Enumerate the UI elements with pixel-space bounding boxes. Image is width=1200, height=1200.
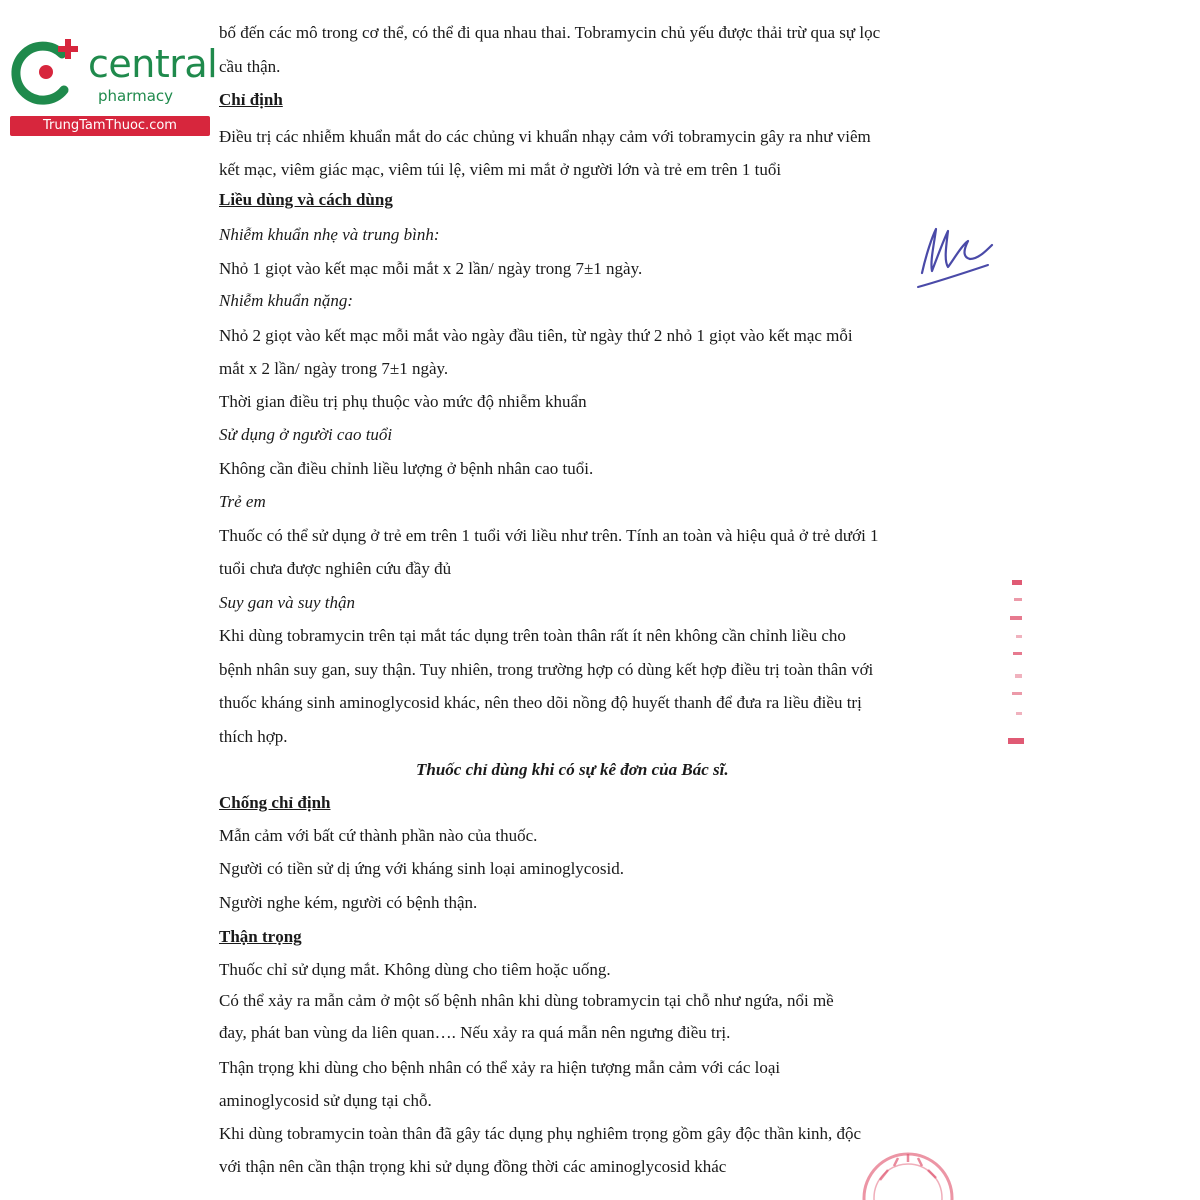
text-line: Nhỏ 2 giọt vào kết mạc mỗi mắt vào ngày đầu tiên, từ ngày thứ 2 nhỏ 1 giọt vào kết mạc mỗi	[219, 326, 853, 345]
text-line: kết mạc, viêm giác mạc, viêm túi lệ, viêm mi mắt ở người lớn và trẻ em trên 1 tuổi	[219, 160, 782, 179]
text-line: Có thể xảy ra mẫn cảm ở một số bệnh nhân khi dùng tobramycin tại chỗ như ngứa, nổi mề	[219, 991, 834, 1010]
logo-banner[interactable]: TrungTamThuoc.com	[10, 116, 210, 136]
text-line: aminoglycosid sử dụng tại chỗ.	[219, 1091, 432, 1110]
subheading: Nhiễm khuẩn nặng:	[219, 291, 354, 310]
text-line: Điều trị các nhiễm khuẩn mắt do các chủng vi khuẩn nhạy cảm với tobramycin gây ra như viêm	[219, 127, 871, 146]
text-line: Khi dùng tobramycin trên tại mắt tác dụng trên toàn thân rất ít nên không cần chỉnh liều cho	[219, 626, 846, 645]
text-line: Không cần điều chỉnh liều lượng ở bệnh nhân cao tuổi.	[219, 459, 594, 478]
text-line: với thận nên cần thận trọng khi sử dụng đồng thời các aminoglycosid khác	[219, 1157, 727, 1176]
text-line: Nhỏ 1 giọt vào kết mạc mỗi mắt x 2 lần/ ngày trong 7±1 ngày.	[219, 259, 643, 278]
section-heading-dosage: Liều dùng và cách dùng	[219, 190, 393, 209]
text-line: cầu thận.	[219, 57, 281, 76]
side-seal-stamp-icon	[1004, 580, 1026, 750]
subheading: Sử dụng ở người cao tuổi	[219, 425, 393, 444]
text-line: đay, phát ban vùng da liên quan…. Nếu xảy ra quá mẫn nên ngưng điều trị.	[219, 1023, 731, 1042]
text-line: thích hợp.	[219, 727, 288, 746]
central-logo-mark-icon	[10, 36, 85, 111]
text-line: Thuốc có thể sử dụng ở trẻ em trên 1 tuổi với liều như trên. Tính an toàn và hiệu quả ở trẻ dưới 1	[219, 526, 879, 545]
text-line: Thận trọng khi dùng cho bệnh nhân có thể xảy ra hiện tượng mẫn cảm với các loại	[219, 1058, 781, 1077]
text-line: bệnh nhân suy gan, suy thận. Tuy nhiên, trong trường hợp có dùng kết hợp điều trị toàn thân với	[219, 660, 874, 679]
text-line: Mẫn cảm với bất cứ thành phần nào của thuốc.	[219, 826, 538, 845]
logo-subtitle: pharmacy	[98, 87, 174, 105]
text-line: mắt x 2 lần/ ngày trong 7±1 ngày.	[219, 359, 449, 378]
round-seal-stamp-icon	[858, 1140, 958, 1200]
subheading: Suy gan và suy thận	[219, 593, 355, 612]
text-line: Người có tiền sử dị ứng với kháng sinh loại aminoglycosid.	[219, 859, 624, 878]
central-pharmacy-logo[interactable]	[10, 36, 218, 136]
section-heading-indications: Chỉ định	[219, 90, 283, 109]
text-line: bố đến các mô trong cơ thể, có thể đi qua nhau thai. Tobramycin chủ yếu được thải trừ qua sự lọc	[219, 23, 881, 42]
text-line: Thời gian điều trị phụ thuộc vào mức độ nhiễm khuẩn	[219, 392, 587, 411]
text-line: Thuốc chỉ sử dụng mắt. Không dùng cho tiêm hoặc uống.	[219, 960, 611, 979]
text-line: tuổi chưa được nghiên cứu đầy đủ	[219, 559, 452, 578]
subheading: Nhiễm khuẩn nhẹ và trung bình:	[219, 225, 440, 244]
text-line: Người nghe kém, người có bệnh thận.	[219, 893, 478, 912]
section-heading-contraindications: Chống chỉ định	[219, 793, 331, 812]
text-line: thuốc kháng sinh aminoglycosid khác, nên theo dõi nồng độ huyết thanh để đưa ra liều điều trị	[219, 693, 862, 712]
subheading: Trẻ em	[219, 492, 266, 511]
text-line: Khi dùng tobramycin toàn thân đã gây tác dụng phụ nghiêm trọng gồm gây độc thần kinh, độc	[219, 1124, 862, 1143]
signature-icon	[912, 215, 1002, 295]
section-heading-precautions: Thận trọng	[219, 927, 302, 946]
prescription-notice: Thuốc chỉ dùng khi có sự kê đơn của Bác sĩ.	[416, 760, 729, 779]
logo-wordmark: central	[88, 42, 218, 86]
